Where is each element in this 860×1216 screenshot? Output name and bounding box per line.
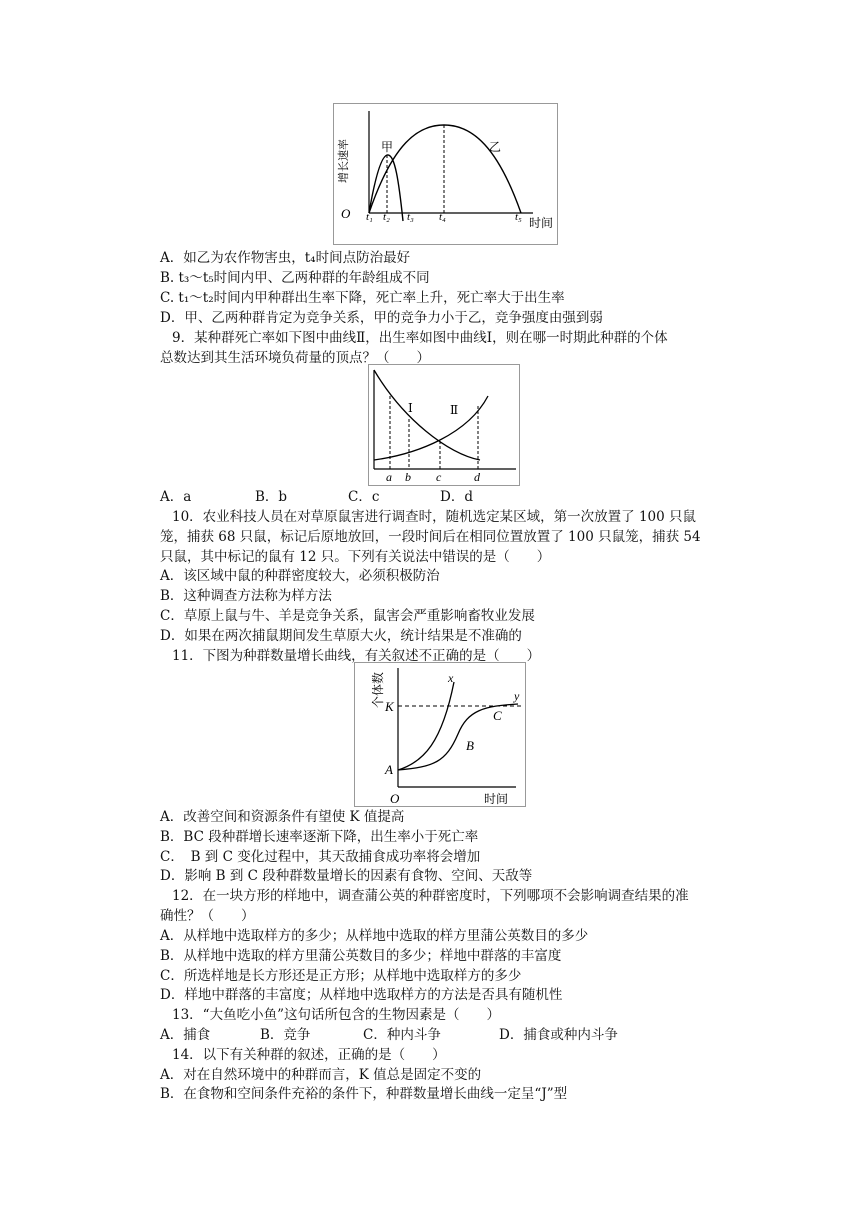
- q10-stem-3: 只鼠，其中标记的鼠有 12 只。下列有关说法中错误的是（ ）: [160, 549, 551, 565]
- q9-option-c: C．c: [348, 489, 380, 505]
- q10-option-a: A．该区域中鼠的种群密度较大，必须积极防治: [160, 568, 440, 584]
- fig1-origin: O: [341, 206, 351, 221]
- fig1-tick-t3: t₃: [407, 211, 414, 223]
- q8-option-a: A．如乙为农作物害虫，t₄时间点防治最好: [160, 250, 411, 266]
- q13-option-d: D．捕食或种内斗争: [499, 1027, 618, 1043]
- q13-option-b: B．竞争: [260, 1027, 311, 1043]
- q10-option-d: D．如果在两次捕鼠期间发生草原大火，统计结果是不准确的: [160, 628, 522, 644]
- fig2-tick-c: c: [436, 470, 442, 484]
- fig3-origin: O: [390, 791, 400, 806]
- q12-option-c: C．所选样地是长方形还是正方形；从样地中选取样方的多少: [160, 968, 522, 984]
- fig2-tick-a: a: [386, 470, 392, 484]
- q11-option-c: C． B 到 C 变化过程中，其天敌捕食成功率将会增加: [160, 849, 481, 865]
- q9-option-a: A．a: [160, 489, 192, 505]
- fig1-tick-t1: t₁: [366, 211, 373, 223]
- q13-stem: 13．“大鱼吃小鱼”这句话所包含的生物因素是（ ）: [172, 1007, 500, 1023]
- q8-option-d: D．甲、乙两种群肯定为竞争关系，甲的竞争力小于乙，竞争强度由强到弱: [160, 310, 603, 326]
- fig1-tick-t2: t₂: [383, 211, 390, 223]
- fig3-label-y: y: [514, 689, 520, 703]
- q9-option-b: B．b: [255, 489, 288, 505]
- fig3-xlabel: 时间: [484, 792, 509, 806]
- fig3-label-K: K: [385, 699, 394, 714]
- figure-population-growth: [354, 662, 526, 807]
- q12-option-d: D．样地中群落的丰富度；从样地中选取样方的方法是否具有随机性: [160, 987, 563, 1003]
- fig3-label-x: x: [448, 671, 454, 685]
- fig1-label-jia: 甲: [381, 140, 394, 154]
- fig1-tick-t4: t₄: [439, 211, 446, 223]
- fig2-label-II: Ⅱ: [450, 403, 459, 417]
- q8-option-b: B. t₃～t₅时间内甲、乙两种群的年龄组成不同: [160, 270, 430, 286]
- fig2-label-I: Ⅰ: [408, 401, 413, 415]
- fig2-tick-d: d: [474, 470, 480, 484]
- fig1-label-yi: 乙: [489, 140, 502, 154]
- q13-option-a: A．捕食: [160, 1027, 211, 1043]
- figure-growth-rate: [333, 103, 558, 245]
- q12-stem-2: 确性？（ ）: [160, 908, 255, 924]
- q11-option-d: D．影响 B 到 C 段种群数量增长的因素有食物、空间、天敌等: [160, 868, 533, 884]
- q13-option-c: C．种内斗争: [363, 1027, 441, 1043]
- q10-stem-1: 10．农业科技人员在对草原鼠害进行调查时，随机选定某区域，第一次放置了 100 只鼠: [172, 509, 697, 525]
- q12-stem-1: 12．在一块方形的样地中，调查蒲公英的种群密度时，下列哪项不会影响调查结果的准: [172, 888, 689, 904]
- q12-option-a: A．从样地中选取样方的多少；从样地中选取的样方里蒲公英数目的多少: [160, 928, 589, 944]
- q14-stem: 14．以下有关种群的叙述，正确的是（ ）: [172, 1047, 446, 1063]
- figure-birth-death: [368, 364, 520, 486]
- q13-options: [160, 1026, 618, 1044]
- q9-options: [160, 488, 473, 506]
- fig1-tick-t5: t₅: [515, 211, 522, 223]
- q10-stem-2: 笼，捕获 68 只鼠，标记后原地放回，一段时间后在相同位置放置了 100 只鼠笼，捕获 54: [160, 529, 701, 545]
- q11-stem: 11．下图为种群数量增长曲线，有关叙述不正确的是（ ）: [172, 648, 541, 664]
- q10-option-b: B．这种调查方法称为样方法: [160, 588, 332, 604]
- q12-option-b: B．从样地中选取的样方里蒲公英数目的多少；样地中群落的丰富度: [160, 948, 562, 964]
- q11-option-b: B．BC 段种群增长速率逐渐下降，出生率小于死亡率: [160, 829, 479, 845]
- q14-option-a: A．对在自然环境中的种群而言，K 值总是固定不变的: [160, 1067, 482, 1083]
- q9-stem-1: 9．某种群死亡率如下图中曲线Ⅱ，出生率如图中曲线Ⅰ，则在哪一时期此种群的个体: [172, 330, 668, 346]
- q9-option-d: D．d: [440, 489, 473, 505]
- fig1-ylabel: 增长速率: [338, 139, 350, 183]
- q9-stem-2: 总数达到其生活环境负荷量的顶点？（ ）: [160, 350, 430, 366]
- fig3-label-A: A: [385, 762, 393, 777]
- fig3-ylabel: 个体数: [371, 671, 385, 709]
- q10-option-c: C．草原上鼠与牛、羊是竞争关系，鼠害会严重影响畜牧业发展: [160, 608, 535, 624]
- q14-option-b: B．在食物和空间条件充裕的条件下，种群数量增长曲线一定呈“J”型: [160, 1086, 568, 1102]
- fig2-tick-b: b: [405, 470, 411, 484]
- fig1-xlabel: 时间: [529, 216, 554, 230]
- q8-option-c: C. t₁～t₂时间内甲种群出生率下降，死亡率上升，死亡率大于出生率: [160, 290, 565, 306]
- fig3-label-B: B: [466, 738, 474, 753]
- q11-option-a: A．改善空间和资源条件有望使 K 值提高: [160, 809, 405, 825]
- fig3-label-C: C: [493, 708, 502, 723]
